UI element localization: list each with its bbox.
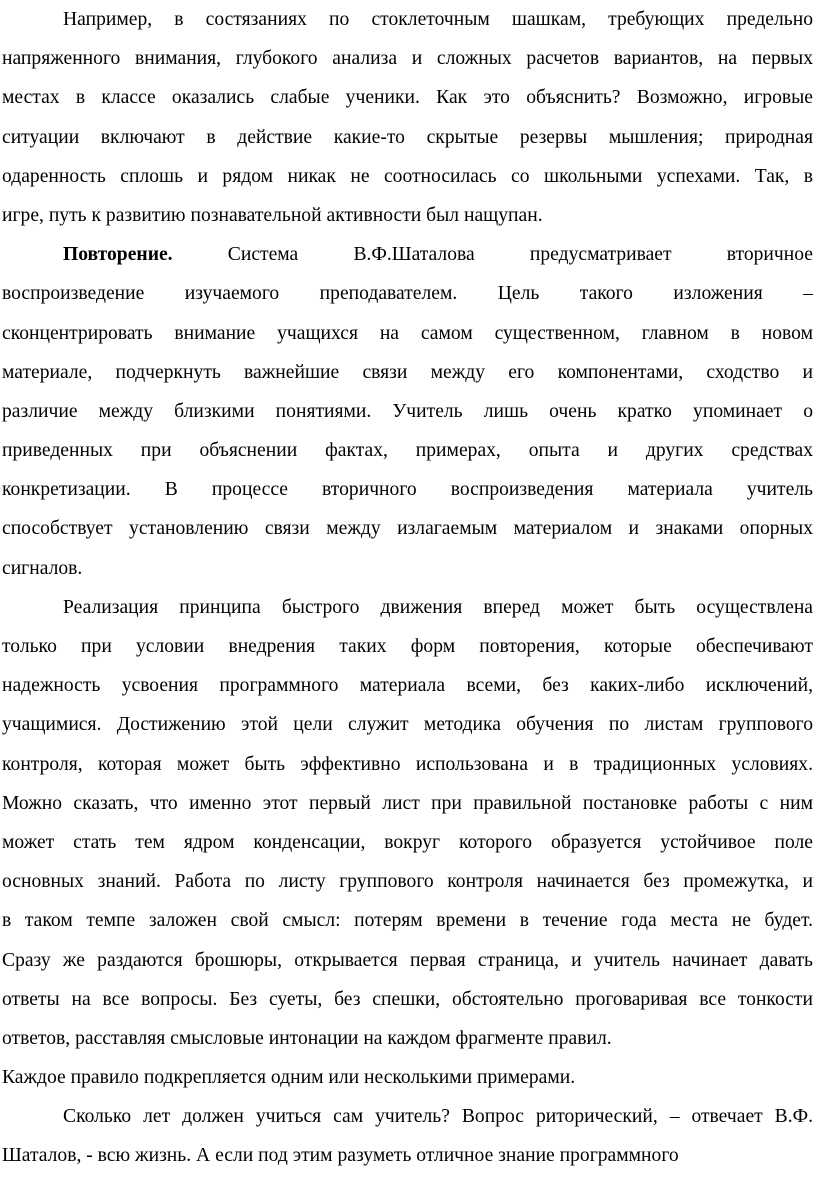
text-line: сконцентрировать внимание учащихся на самом существенном, главном в новом [2, 322, 813, 344]
text-line: напряженного внимания, глубокого анализа и сложных расчетов вариантов, на первых [2, 48, 813, 70]
text-line: основных знаний. Работа по листу группового контроля начинается без промежутка, и [2, 871, 813, 893]
text-line: различие между близкими понятиями. Учитель лишь очень кратко упоминает о [2, 400, 813, 422]
text-line: может стать тем ядром конденсации, вокруг которого образуется устойчивое поле [2, 831, 813, 853]
text-line: Можно сказать, что именно этот первый лист при правильной постановке работы с ним [2, 792, 813, 814]
text-line: ситуации включают в действие какие-то скрытые резервы мышления; природная [2, 126, 813, 148]
text-line: воспроизведение изучаемого преподавателем. Цель такого изложения – [2, 283, 813, 305]
text-line: одаренность сплошь и рядом никак не соотносилась со школьными успехами. Так, в [2, 165, 813, 187]
paragraph-teacher [2, 1097, 813, 1175]
text-line: контроля, которая может быть эффективно использована и в традиционных условиях. [2, 753, 813, 775]
text-run: Система В.Ф.Шаталова предусматривает вторичное [227, 244, 813, 266]
text-line: местах в классе оказались слабые ученики. Как это объяснить? Возможно, игровые [2, 87, 813, 109]
text-line: ответы на все вопросы. Без суеты, без спешки, обстоятельно проговаривая все тонкости [2, 988, 813, 1010]
text-line: приведенных при объяснении фактах, примерах, опыта и других средствах [2, 440, 813, 462]
section-heading: Повторение. [63, 244, 173, 266]
text-line: в таком темпе заложен свой смысл: потерям времени в течение года места не будет. [2, 910, 813, 932]
text-line: только при условии внедрения таких форм повторения, которые обеспечивают [2, 636, 813, 657]
text-line: учащимися. Достижению этой цели служит методика обучения по листам группового [2, 714, 813, 736]
paragraph-examples [2, 1058, 813, 1097]
paragraph-checkers [2, 0, 813, 235]
paragraph-repetition [2, 235, 813, 588]
text-line: Шаталов, - всю жизнь. А если под этим разуметь отличное знание программного [2, 1145, 679, 1167]
paragraph-fast-movement [2, 588, 813, 1058]
text-line: Сразу же раздаются брошюры, открывается первая страница, и учитель начинает давать [2, 949, 813, 971]
text-line: надежность усвоения программного материала всеми, без каких-либо исключений, [2, 675, 813, 697]
text-line: Каждое правило подкрепляется одним или несколькими примерами. [2, 1067, 576, 1089]
text-line: ответов, расставляя смысловые интонации на каждом фрагменте правил. [2, 1027, 612, 1049]
text-line: сигналов. [2, 557, 83, 579]
text-line [2, 235, 813, 274]
text-line: конкретизации. В процессе вторичного воспроизведения материала учитель [2, 479, 813, 501]
text-line: Сколько лет должен учиться сам учитель? Вопрос риторический, – отвечает В.Ф. [63, 1106, 813, 1128]
document-page [2, 0, 813, 1176]
text-line: Например, в состязаниях по стоклеточным шашкам, требующих предельно [63, 9, 813, 30]
text-line: игре, путь к развитию познавательной активности был нащупан. [2, 204, 543, 226]
text-line: способствует установлению связи между излагаемым материалом и знаками опорных [2, 518, 813, 540]
text-line: материале, подчеркнуть важнейшие связи между его компонентами, сходство и [2, 361, 813, 383]
text-line: Реализация принципа быстрого движения вперед может быть осуществлена [63, 596, 813, 618]
